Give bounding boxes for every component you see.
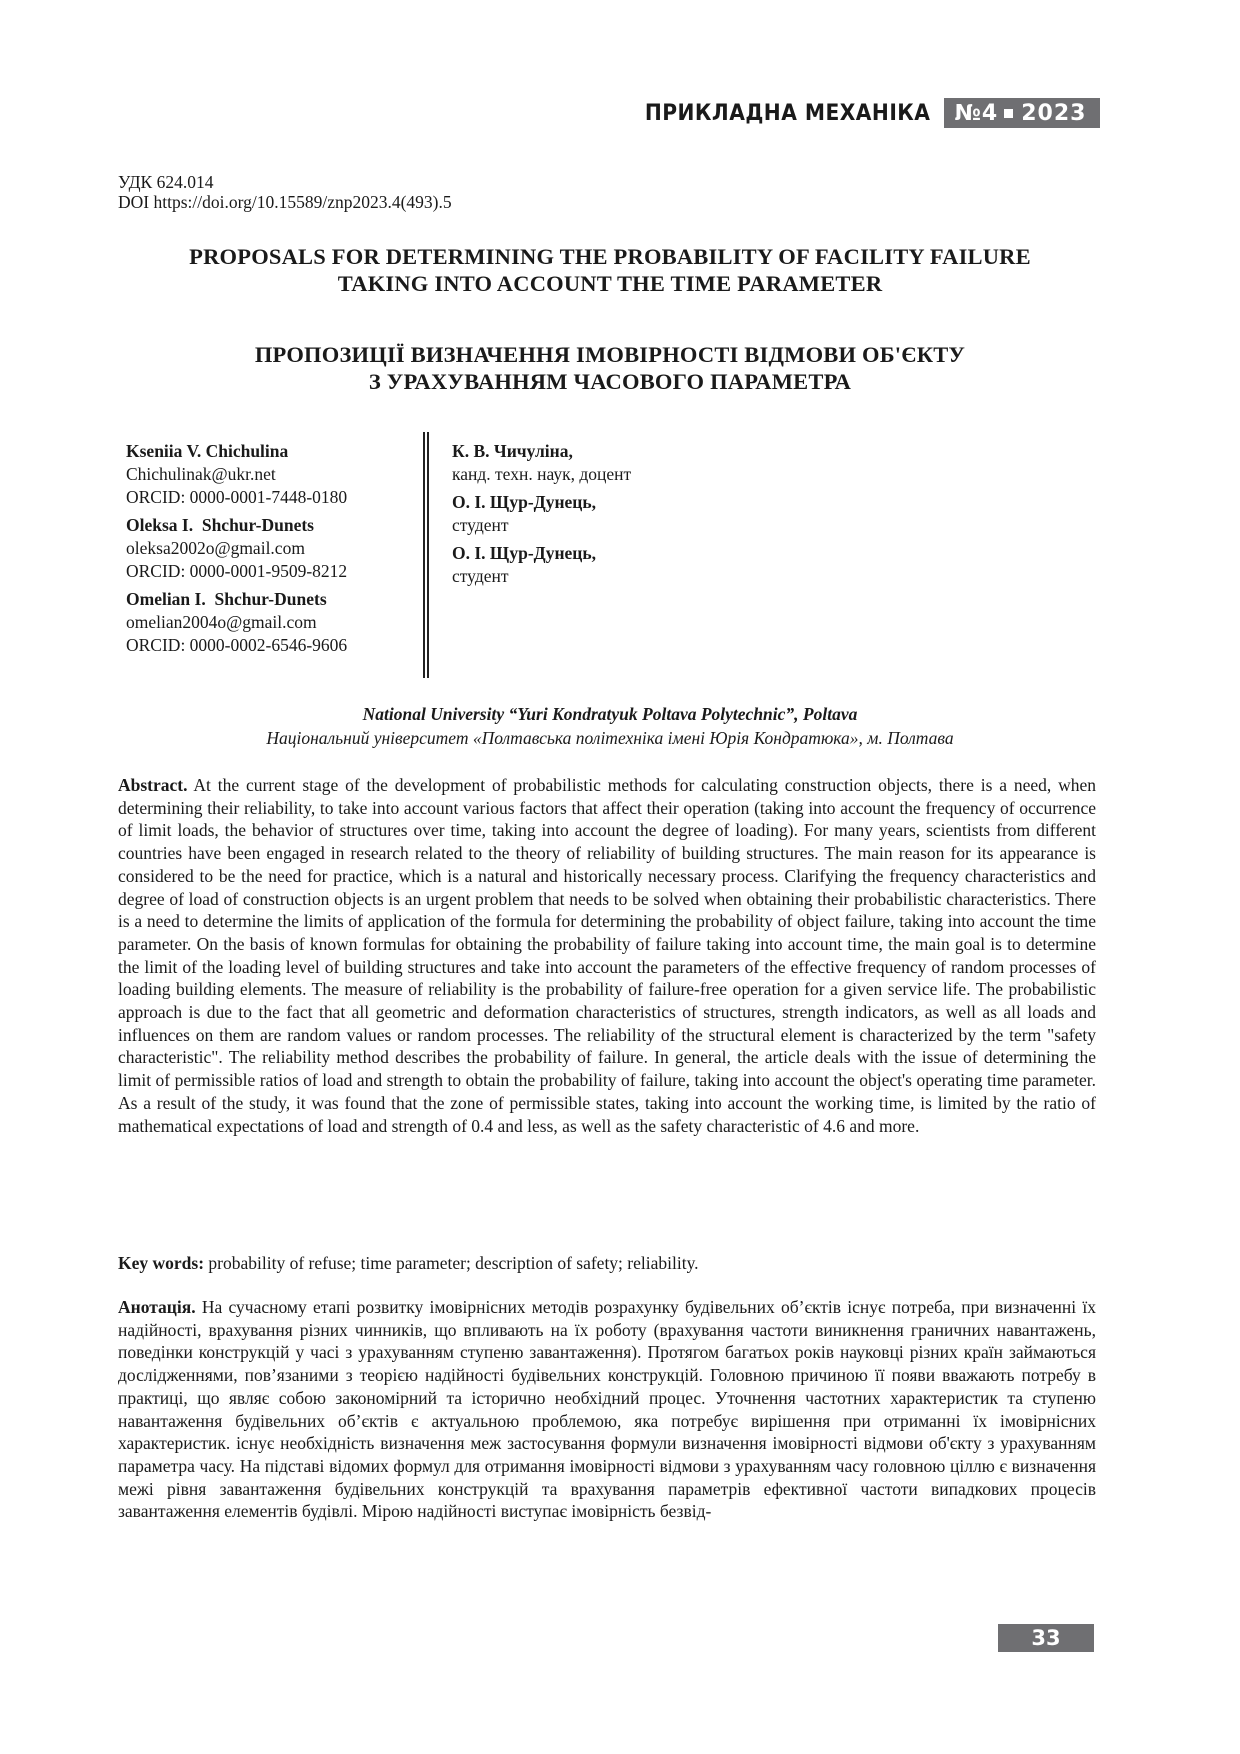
title-ua-line-2: З УРАХУВАННЯМ ЧАСОВОГО ПАРАМЕТРА — [368, 369, 852, 394]
author-role: канд. техн. наук, доцент — [452, 464, 632, 484]
author-name: Kseniia V. Chichulina — [126, 441, 289, 461]
anotation-text: На сучасному етапі розвитку імовірнісних методів розрахунку будівельних об’єктів існує потреба, при визначенні їх надійності, врахування різних чинників, що впливають на їх роботу (врахування частоти виникнення граничних навантажень, поведінки конструкцій у часі з урахуванням ступеню завантаження). Протягом багатьох років науковці різних країн займаються дослідженнями, пов’язаними з теорією надійності будівельних конструкцій. Головною причиною її появи вважають потребу в практиці, що являє собою закономірний та історично необхідний процес. Уточнення частотних характеристик та ступеню навантаження будівельних об’єктів є актуальною проблемою, яка потребує вирішення при отриманні їх імовірнісних характеристик. існує необхідність визначення меж застосування формули визначення імовірності відмови об'єкту з урахуванням параметра часу. На підставі відомих формул для отримання імовірності відмови з урахуванням часу головною ціллю є визначення межі рівня завантаження будівельних конструкцій та врахування параметрів ефективної частоти випадкових процесів завантаження елементів будівлі. Мірою надійності виступає імовірність безвід- — [118, 1297, 1096, 1522]
title-english — [110, 243, 1110, 297]
author-block — [126, 588, 416, 657]
abstract-paragraph — [118, 774, 1096, 1137]
abstract-label: Abstract. — [118, 775, 188, 795]
author-block — [452, 542, 852, 588]
issue-year: 2023 — [1021, 100, 1087, 126]
author-email[interactable]: Chichulinak@ukr.net — [126, 464, 276, 484]
author-name: Omelian I. Shchur-Dunets — [126, 589, 327, 609]
keywords-label: Key words: — [118, 1253, 205, 1273]
title-en-line-2: TAKING INTO ACCOUNT THE TIME PARAMETER — [337, 271, 883, 296]
title-en-line-1: PROPOSALS FOR DETERMINING THE PROBABILITY OF FACILITY FAILURE — [189, 244, 1031, 269]
anotation-paragraph — [118, 1296, 1096, 1523]
anotation-label: Анотація. — [118, 1297, 196, 1317]
keywords-text: probability of refuse; time parameter; description of safety; reliability. — [204, 1253, 699, 1273]
author-block — [452, 491, 852, 537]
issue-badge — [944, 98, 1100, 128]
udk-code: УДК 624.014 — [118, 172, 214, 192]
author-block — [452, 440, 852, 486]
issue-number: №4 — [954, 100, 999, 126]
author-orcid: ORCID: 0000-0001-9509-8212 — [126, 561, 348, 581]
journal-header — [620, 98, 1100, 128]
affiliation-ukrainian: Національний університет «Полтавська політехніка імені Юрія Кондратюка», м. Полтава — [266, 728, 954, 748]
author-block — [126, 514, 416, 583]
author-block — [126, 440, 416, 509]
author-name: О. І. Щур-Дунець, — [452, 543, 597, 563]
affiliation-english: National University “Yuri Kondratyuk Poltava Polytechnic”, Poltava — [362, 704, 858, 724]
author-orcid: ORCID: 0000-0002-6546-9606 — [126, 635, 348, 655]
page-number: 33 — [998, 1624, 1094, 1652]
author-name: Oleksa I. Shchur-Dunets — [126, 515, 314, 535]
author-name: К. В. Чичуліна, — [452, 441, 573, 461]
authors-divider — [423, 432, 429, 678]
author-email[interactable]: omelian2004o@gmail.com — [126, 612, 317, 632]
keywords-paragraph — [118, 1252, 1096, 1275]
author-email[interactable]: oleksa2002o@gmail.com — [126, 538, 305, 558]
authors-english — [126, 440, 416, 662]
authors-ukrainian — [452, 440, 852, 593]
author-orcid: ORCID: 0000-0001-7448-0180 — [126, 487, 348, 507]
title-ukrainian — [110, 341, 1110, 395]
title-ua-line-1: ПРОПОЗИЦІЇ ВИЗНАЧЕННЯ ІМОВІРНОСТІ ВІДМОВИ ОБ'ЄКТУ — [254, 342, 966, 367]
journal-name: ПРИКЛАДНА МЕХАНІКА — [644, 100, 931, 126]
doi-link[interactable]: DOI https://doi.org/10.15589/znp2023.4(493).5 — [118, 192, 452, 212]
abstract-text: At the current stage of the development of probabilistic methods for calculating construction objects, there is a need, when determining their reliability, to take into account various factors that affect their operation (taking into account the frequency of occurrence of limit loads, the behavior of structures over time, taking into account the degree of loading). For many years, scientists from different countries have been engaged in research related to the theory of reliability of building structures. The main reason for its appearance is considered to be the need for practice, which is a natural and historically necessary process. Clarifying the frequency characteristics and degree of load of construction objects is an urgent problem that needs to be solved when obtaining their probabilistic characteristics. There is a need to determine the limits of application of the formula for determining the probability of object failure, taking into account the time parameter. On the basis of known formulas for obtaining the probability of failure taking into account time, the main goal is to determine the limit of the loading level of building structures and take into account the parameters of the effective frequency of random processes of loading building elements. The measure of reliability is the probability of failure-free operation for a given service life. The probabilistic approach is due to the fact that all geometric and deformation characteristics of structures, strength indicators, as well as all loads and influences on them are random values or random processes. The reliability of the structural element is characterized by the term "safety characteristic". The reliability method describes the probability of failure. In general, the article deals with the issue of determining the limit of permissible ratios of load and strength to obtain the probability of failure, taking into account the object's operating time parameter. As a result of the study, it was found that the zone of permissible states, taking into account the working time, is limited by the ratio of mathematical expectations of load and strength of 0.4 and less, as well as the safety characteristic of 4.6 and more. — [118, 775, 1096, 1136]
square-bullet-icon — [1004, 109, 1013, 118]
author-name: О. І. Щур-Дунець, — [452, 492, 597, 512]
author-role: студент — [452, 566, 509, 586]
article-meta — [118, 172, 452, 212]
author-role: студент — [452, 515, 509, 535]
